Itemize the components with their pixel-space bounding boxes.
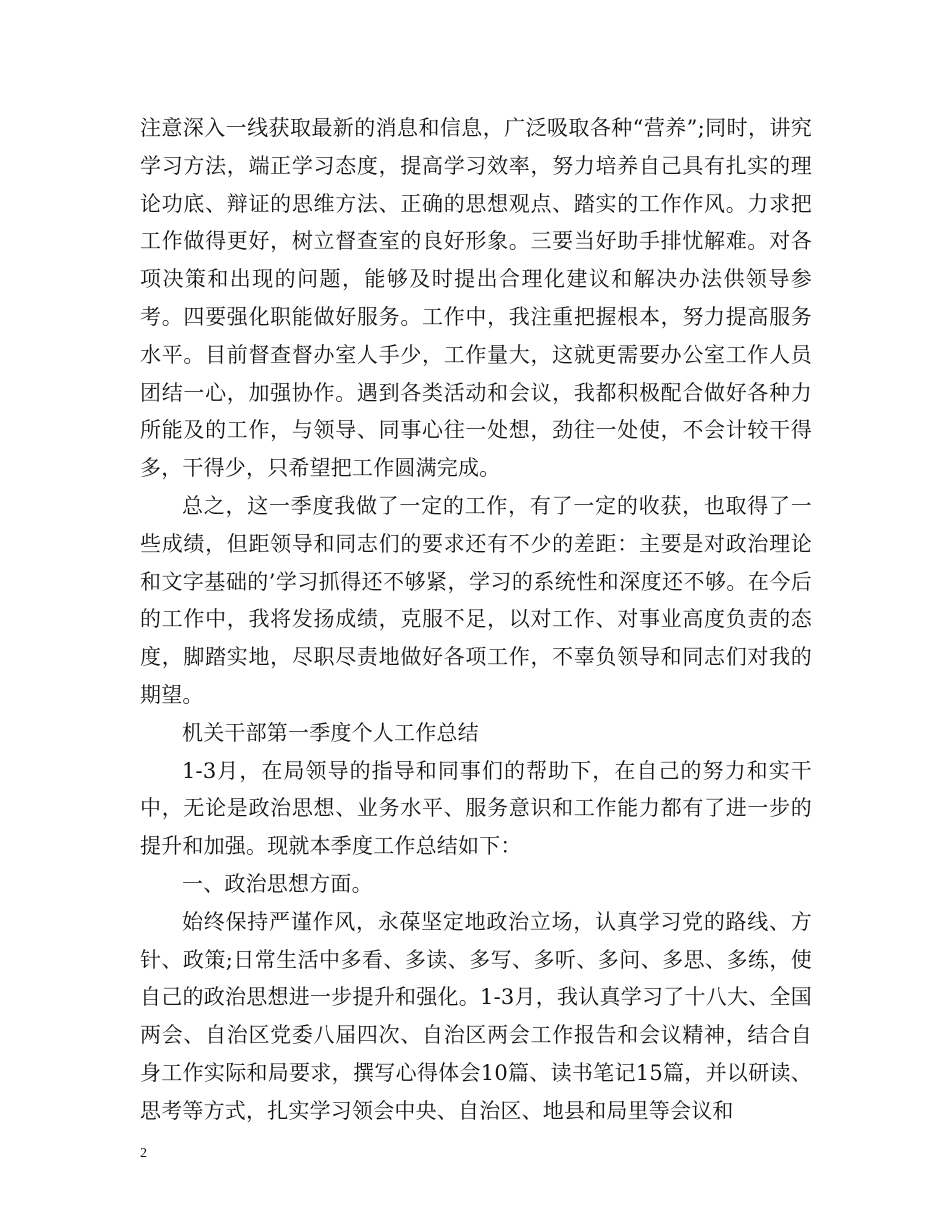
page-number: 2 — [140, 1146, 147, 1161]
document-body — [140, 110, 812, 1131]
paragraph-continuation: 注意深入一线获取最新的消息和信息，广泛吸取各种“营养”;同时，讲究学习方法，端正学习态度，提高学习效率，努力培养自己具有扎实的理论功底、辩证的思维方法、正确的思想观点、踏实的工作作风。力求把工作做得更好，树立督查室的良好形象。三要当好助手排忧解难。对各项决策和出现的问题，能够及时提出合理化建议和解决办法供领导参考。四要强化职能做好服务。工作中，我注重把握根本，努力提高服务水平。目前督查督办室人手少，工作量大，这就更需要办公室工作人员团结一心，加强协作。遇到各类活动和会议，我都积极配合做好各种力所能及的工作，与领导、同事心往一处想，劲往一处使，不会计较干得多，干得少，只希望把工作圆满完成。 — [140, 116, 812, 481]
paragraph-political-thought: 始终保持严谨作风，永葆坚定地政治立场，认真学习党的路线、方针、政策;日常生活中多看、多读、多写、多听、多问、多思、多练，使自己的政治思想进一步提升和强化。1-3月，我认真学习了十八大、全国两会、自治区党委八届四次、自治区两会工作报告和会议精神，结合自身工作实际和局要求，撰写心得体会10篇、读书笔记15篇，并以研读、思考等方式，扎实学习领会中央、自治区、地县和局里等会议和 — [140, 909, 812, 1123]
section-title: 机关干部第一季度个人工作总结 — [182, 720, 479, 745]
subsection-heading: 一、政治思想方面。 — [182, 871, 373, 896]
paragraph-summary: 总之，这一季度我做了一定的工作，有了一定的收获，也取得了一些成绩，但距领导和同志们的要求还有不少的差距：主要是对政治理论和文字基础的’学习抓得还不够紧，学习的系统性和深度还不够。在今后的工作中，我将发扬成绩，克服不足，以对工作、对事业高度负责的态度，脚踏实地，尽职尽责地做好各项工作，不辜负领导和同志们对我的期望。 — [140, 493, 812, 707]
paragraph-intro: 1-3月，在局领导的指导和同事们的帮助下，在自己的努力和实干中，无论是政治思想、业务水平、服务意识和工作能力都有了进一步的提升和加强。现就本季度工作总结如下： — [140, 758, 812, 859]
